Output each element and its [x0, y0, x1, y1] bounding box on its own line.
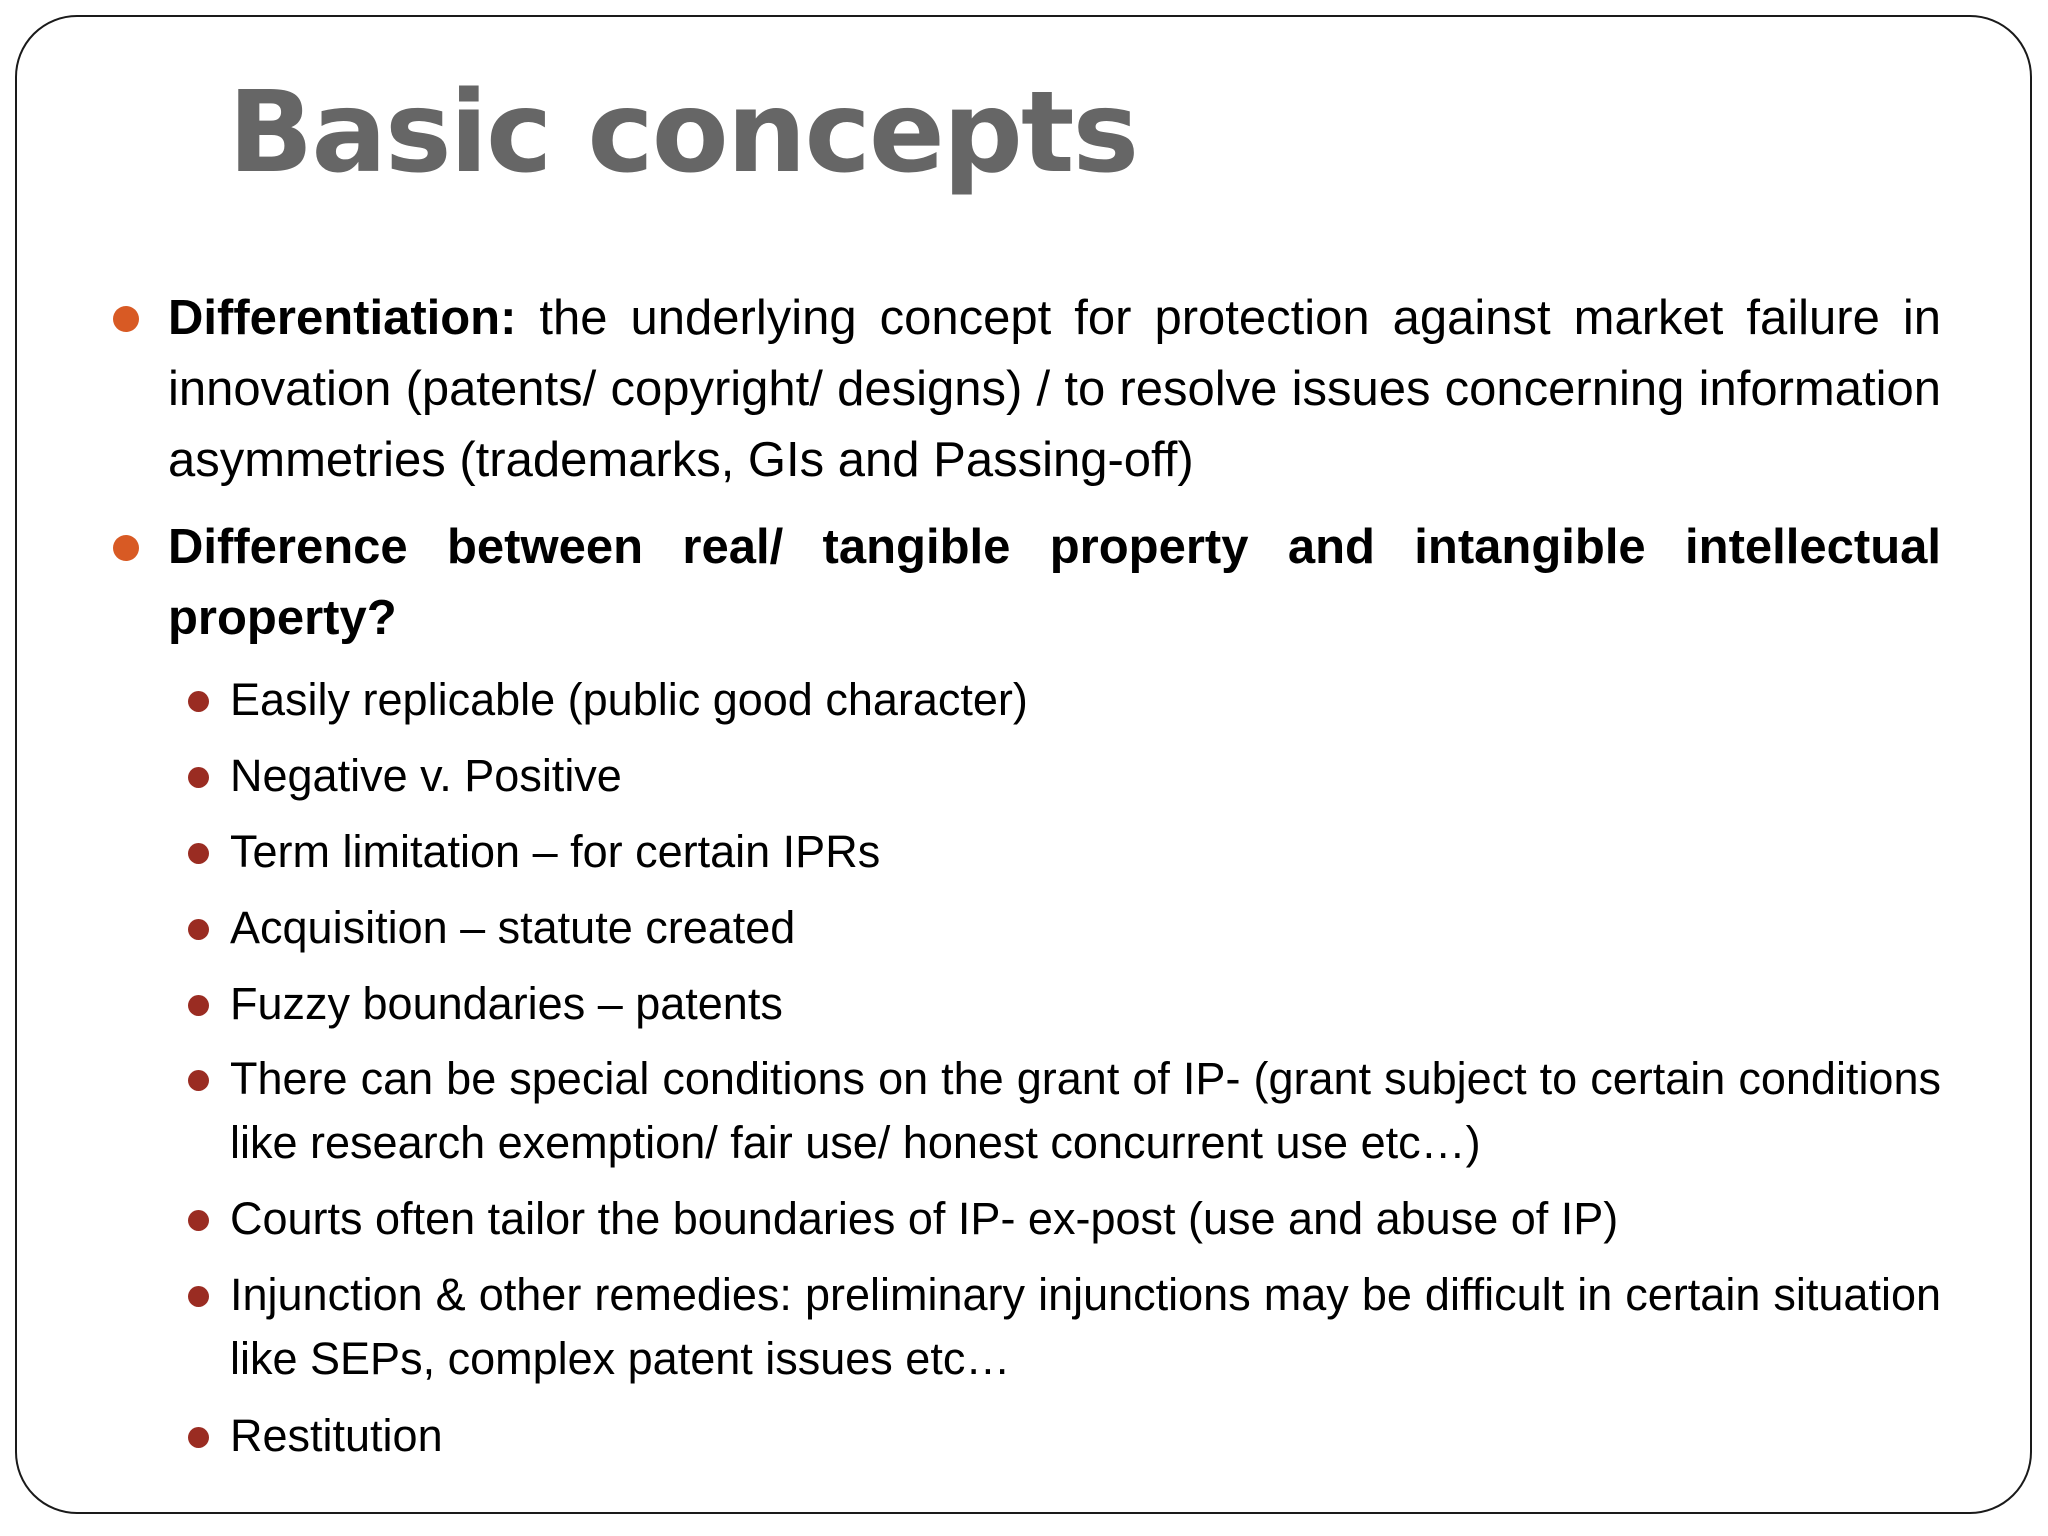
- bullet-lead: Differentiation:: [168, 291, 517, 345]
- sub-bullet-item: [230, 972, 1941, 1036]
- sub-bullet-item: [230, 896, 1941, 960]
- sub-bullet-text: Easily replicable (public good character): [230, 674, 1028, 725]
- bullet-dot-icon: [113, 535, 139, 561]
- bullet-text: Difference between real/ tangible property and intangible intellectual property?: [168, 520, 1941, 645]
- sub-bullet-text: There can be special conditions on the grant of IP- (grant subject to certain conditions like research exemption/ fair use/ honest concurrent use etc…): [230, 1053, 1941, 1168]
- bullet-point-difference: [168, 512, 1941, 654]
- sub-bullet-item: [230, 820, 1941, 884]
- slide-title: Basic concepts: [228, 68, 1138, 198]
- sub-bullet-item: [230, 1404, 1941, 1468]
- sub-bullet-text: Negative v. Positive: [230, 750, 622, 801]
- sub-bullet-item: [230, 668, 1941, 732]
- sub-bullet-item: [230, 1263, 1941, 1391]
- sub-bullet-text: Fuzzy boundaries – patents: [230, 978, 783, 1029]
- sub-bullet-dot-icon: [188, 1286, 209, 1307]
- sub-bullet-dot-icon: [188, 691, 209, 712]
- sub-bullet-item: [230, 1047, 1941, 1175]
- sub-bullet-dot-icon: [188, 1070, 209, 1091]
- sub-bullet-dot-icon: [188, 1427, 209, 1448]
- sub-bullet-text: Courts often tailor the boundaries of IP- ex-post (use and abuse of IP): [230, 1193, 1619, 1244]
- bullet-dot-icon: [113, 306, 139, 332]
- sub-bullet-item: [230, 744, 1941, 808]
- sub-bullet-text: Restitution: [230, 1410, 443, 1461]
- bullet-point-differentiation: [168, 283, 1941, 496]
- sub-bullet-text: Acquisition – statute created: [230, 902, 796, 953]
- sub-bullet-dot-icon: [188, 1210, 209, 1231]
- bullet-text: the underlying concept for protection against market failure in innovation (patents/ copyright/ designs) / to resolve issues concerning information asymmetries (trademarks, GIs and Passing-off): [168, 291, 1941, 487]
- sub-bullet-dot-icon: [188, 919, 209, 940]
- sub-bullet-text: Injunction & other remedies: preliminary injunctions may be difficult in certain situation like SEPs, complex patent issues etc…: [230, 1269, 1941, 1384]
- sub-bullet-dot-icon: [188, 995, 209, 1016]
- sub-bullet-item: [230, 1187, 1941, 1251]
- sub-bullet-text: Term limitation – for certain IPRs: [230, 826, 881, 877]
- sub-bullet-dot-icon: [188, 767, 209, 788]
- sub-bullet-dot-icon: [188, 843, 209, 864]
